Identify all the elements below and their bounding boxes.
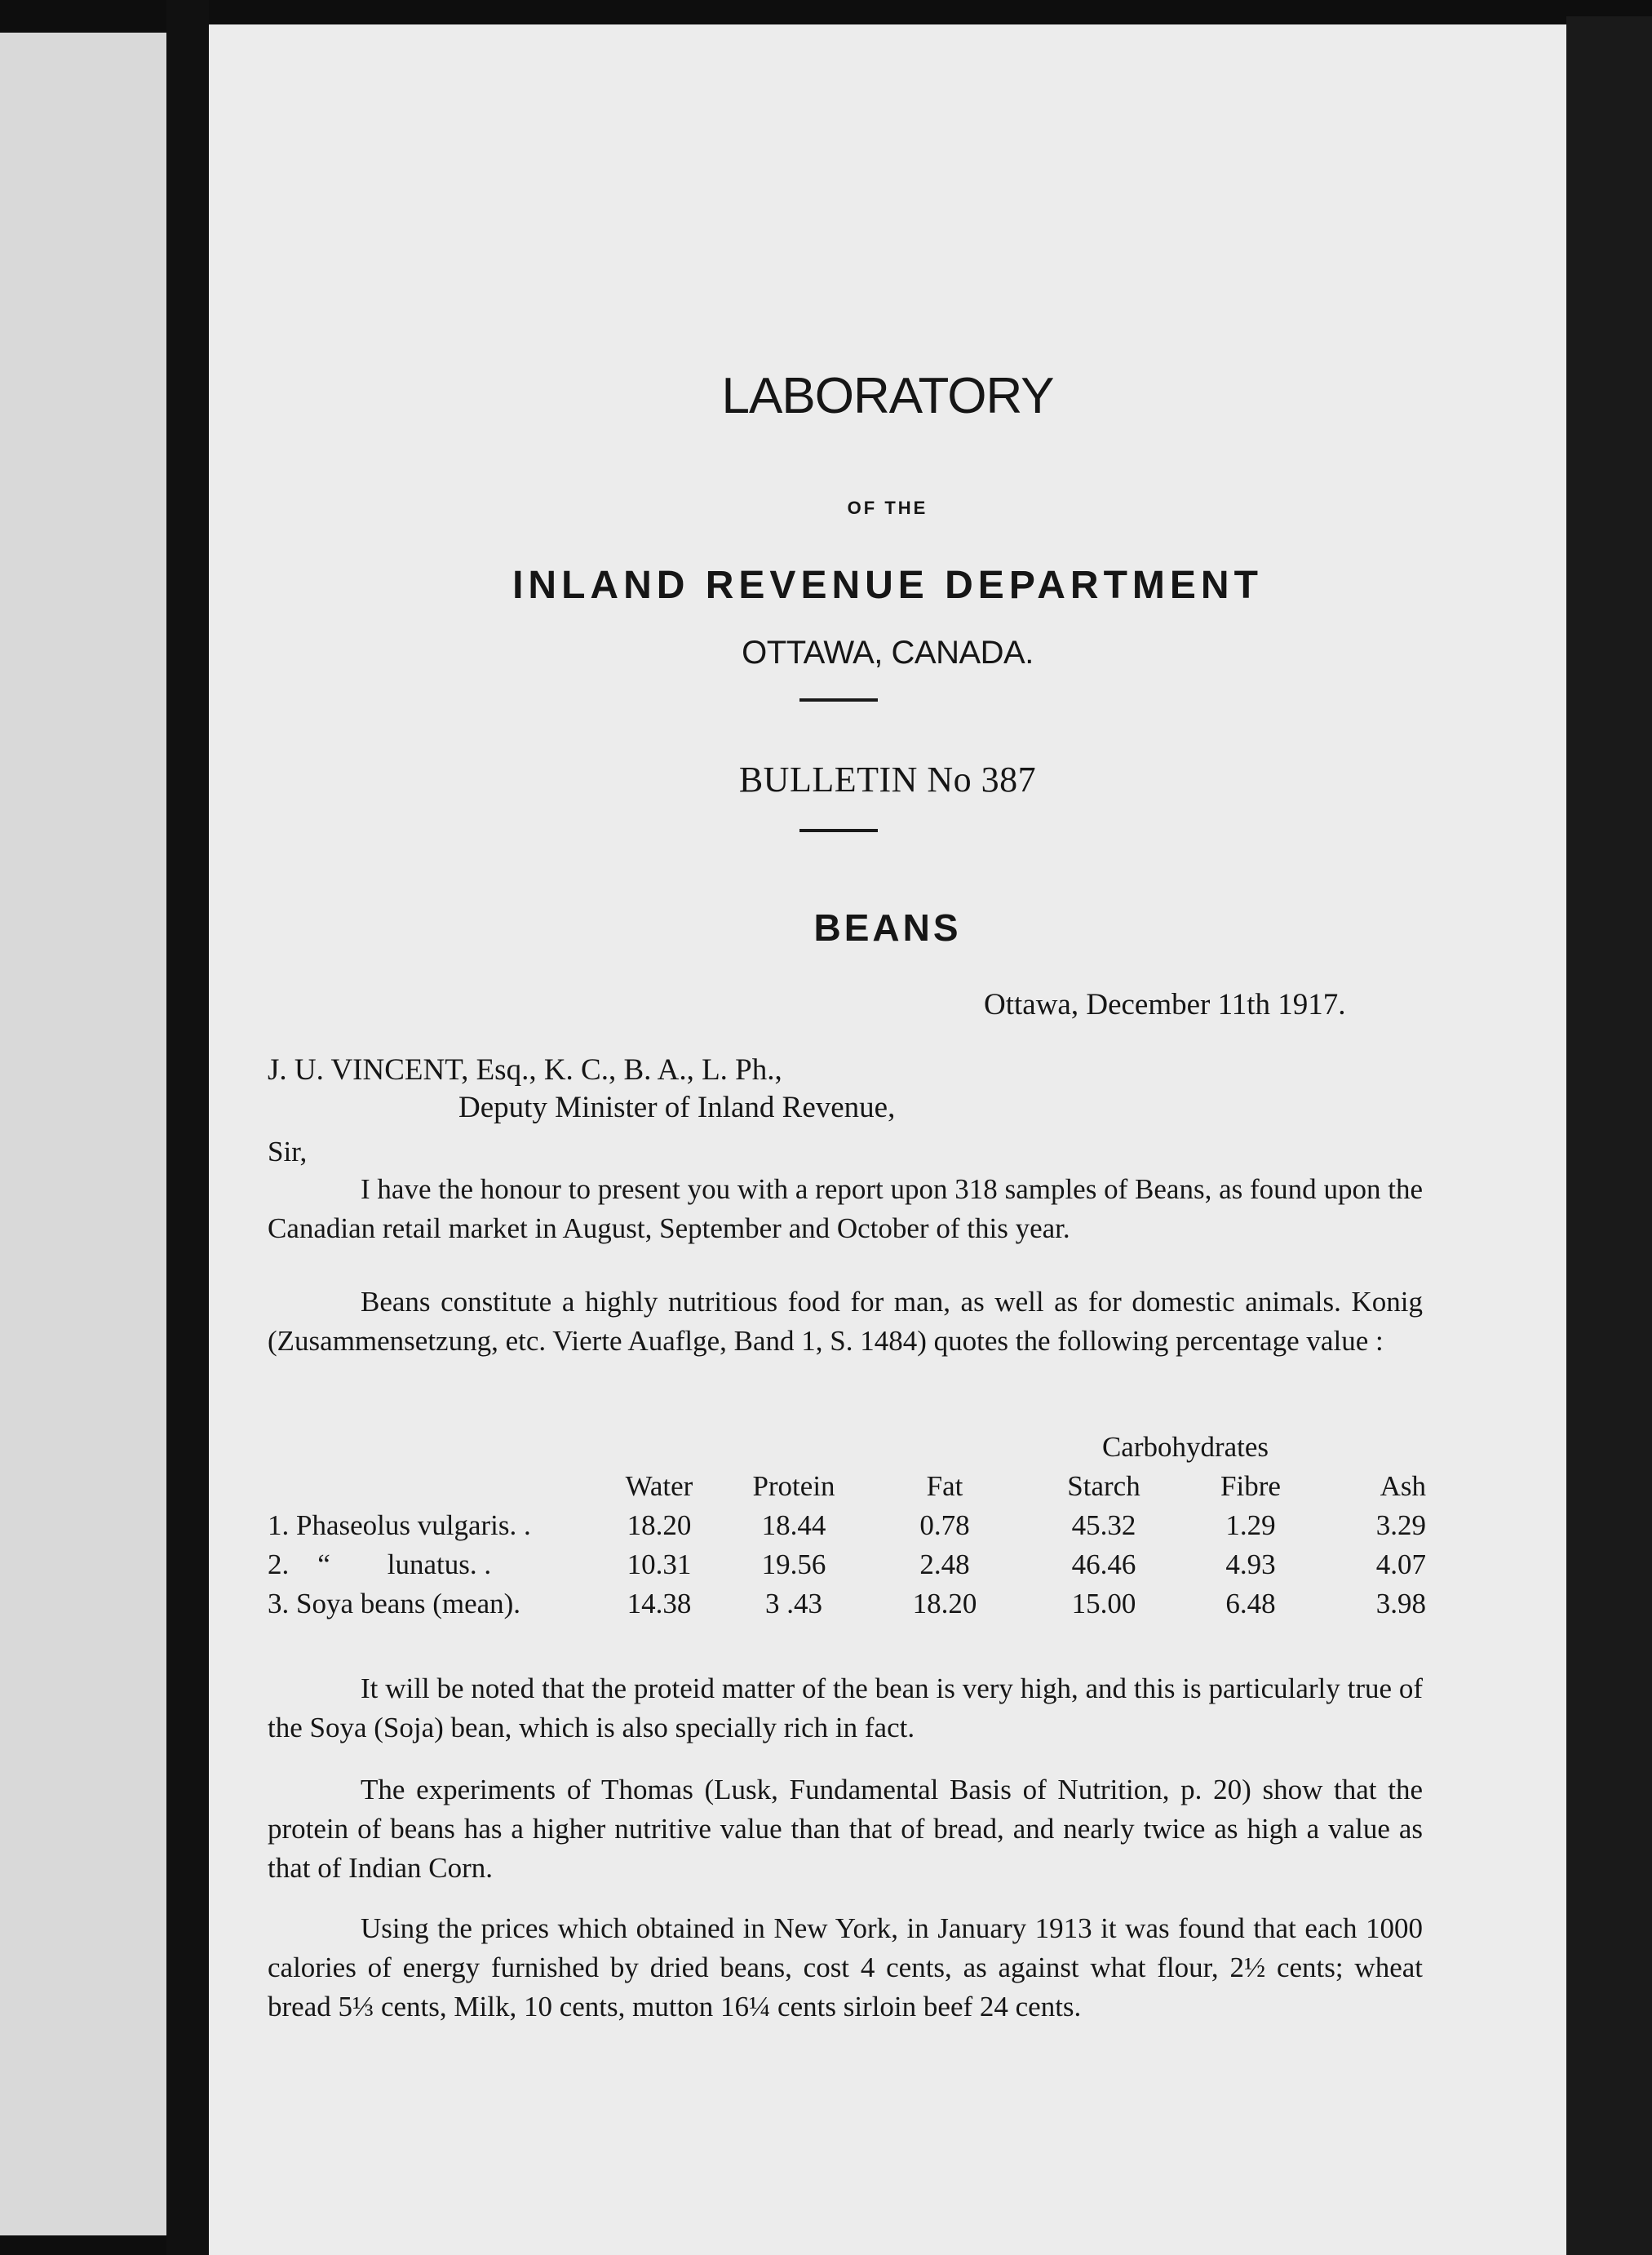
table-header-row — [268, 1470, 1426, 1509]
book-spine — [166, 0, 209, 2255]
table-row — [268, 1509, 1426, 1548]
paragraph: It will be noted that the proteid matter of the bean is very high, and this is particularly true of the Soya (Soja) bean, which is also specially rich in fact. — [268, 1672, 1423, 1743]
table-row — [268, 1588, 1426, 1627]
column-header: Fibre — [1220, 1470, 1281, 1502]
lab-title: LABORATORY — [721, 368, 1054, 424]
column-header: Protein — [752, 1470, 835, 1502]
table-cell: 4.93 — [1225, 1548, 1276, 1580]
document-page — [209, 24, 1566, 2255]
row-label: 3. Soya beans (mean). — [268, 1588, 521, 1619]
of-the-label: OF THE — [847, 498, 928, 518]
table-cell: 1.29 — [1225, 1509, 1276, 1541]
table-row — [268, 1548, 1426, 1588]
table-cell: 10.31 — [627, 1548, 692, 1580]
paragraph: I have the honour to present you with a report upon 318 samples of Beans, as found upon the Canadian retail market in August, September and October of this year. — [268, 1173, 1423, 1244]
column-header: Fat — [926, 1470, 963, 1502]
scan-border — [1566, 16, 1652, 2255]
table-cell: 2.48 — [919, 1548, 970, 1580]
table-cell: 14.38 — [627, 1588, 692, 1619]
subject-title: BEANS — [813, 906, 962, 949]
paragraph: The experiments of Thomas (Lusk, Fundamental Basis of Nutrition, p. 20) show that the protein of beans has a higher nutritive value than that of bread, and nearly twice as high a value as that of Indian Corn. — [268, 1774, 1423, 1884]
carbohydrates-group-header: Carbohydrates — [1101, 1431, 1269, 1463]
salutation: Sir, — [268, 1136, 308, 1167]
row-label: 1. Phaseolus vulgaris. . — [268, 1509, 531, 1541]
column-header: Water — [625, 1470, 693, 1502]
facing-page-edge — [0, 33, 166, 2235]
table-cell: 18.44 — [761, 1509, 826, 1541]
column-header: Starch — [1067, 1470, 1140, 1502]
row-label: 2. “ lunatus. . — [268, 1548, 492, 1580]
column-header: Ash — [1380, 1470, 1426, 1502]
table-cell: 18.20 — [627, 1509, 692, 1541]
letter-date: Ottawa, December 11th 1917. — [984, 988, 1346, 1021]
department-name: INLAND REVENUE DEPARTMENT — [512, 564, 1263, 607]
paragraph: Beans constitute a highly nutritious food for man, as well as for domestic animals. Konig (Zusammensetzung, etc. Vierte Auaflge, Band 1, S. 1484) quotes the following percentage value : — [268, 1286, 1423, 1357]
location-line: OTTAWA, CANADA. — [742, 635, 1034, 671]
divider-rule — [799, 698, 878, 702]
table-cell: 19.56 — [761, 1548, 826, 1580]
table-cell: 45.32 — [1071, 1509, 1136, 1541]
table-cell: 6.48 — [1225, 1588, 1276, 1619]
table-cell: 3.29 — [1375, 1509, 1426, 1541]
table-cell: 3.98 — [1375, 1588, 1426, 1619]
table-cell: 4.07 — [1375, 1548, 1426, 1580]
paragraph: Using the prices which obtained in New York, in January 1913 it was found that each 1000 calories of energy furnished by dried beans, cost 4 cents, as against what flour, 2½ cents; wheat bread 5⅓ cents, Milk, 10 cents, mutton 16¼ cents sirloin beef 24 cents. — [268, 1912, 1423, 2022]
addressee-title: Deputy Minister of Inland Revenue, — [458, 1091, 896, 1124]
divider-rule — [799, 829, 878, 832]
table-cell: 46.46 — [1071, 1548, 1136, 1580]
table-cell: 18.20 — [912, 1588, 977, 1619]
addressee-name: J. U. VINCENT, Esq., K. C., B. A., L. Ph., — [268, 1053, 782, 1087]
table-cell: 3 .43 — [765, 1588, 822, 1619]
table-cell: 15.00 — [1071, 1588, 1136, 1619]
table-cell: 0.78 — [919, 1509, 970, 1541]
bulletin-number: BULLETIN No 387 — [738, 760, 1037, 800]
